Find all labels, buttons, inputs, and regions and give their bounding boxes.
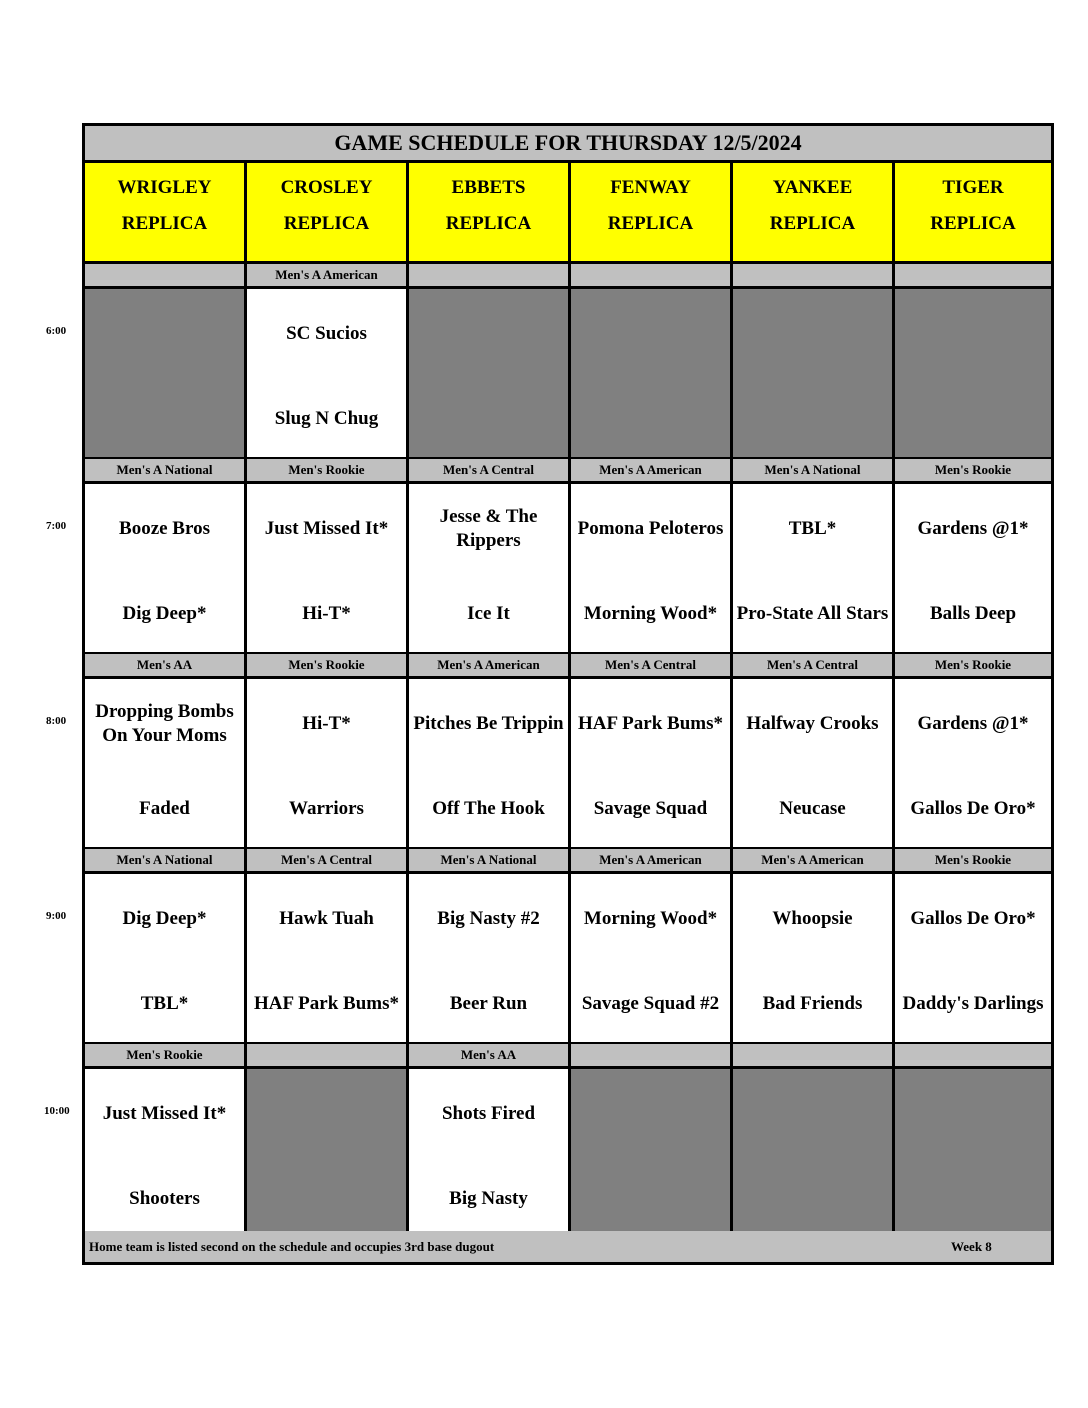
game-cell	[247, 679, 406, 847]
field-name: FENWAY	[610, 177, 691, 198]
empty-slot	[85, 289, 244, 457]
home-team: Shooters	[129, 1188, 200, 1209]
division-label: Men's Rookie	[126, 1047, 203, 1062]
field-header-crosley	[247, 163, 406, 261]
home-team: Morning Wood*	[583, 603, 718, 624]
division-label: Men's A National	[440, 852, 537, 867]
away-team: Booze Bros	[119, 518, 210, 539]
field-name: EBBETS	[451, 177, 526, 198]
division-label: Men's Rookie	[934, 657, 1012, 672]
game-cell	[247, 874, 406, 1042]
away-team: Gardens @1*	[917, 518, 1029, 539]
division-label: Men's Rookie	[934, 462, 1012, 477]
away-team: Pitches Be Trippin	[413, 713, 564, 734]
field-header-yankee	[733, 163, 892, 261]
away-team: Just Missed It*	[264, 518, 389, 539]
division-label: Men's A American	[761, 852, 864, 867]
away-team: TBL*	[788, 518, 837, 539]
division-label	[733, 1044, 892, 1066]
home-team: Gallos De Oro*	[910, 798, 1036, 819]
division-label	[895, 264, 1051, 286]
division-label	[895, 1044, 1051, 1066]
week-label: Week 8	[951, 1239, 992, 1254]
game-cell	[571, 874, 730, 1042]
column-divider	[406, 163, 409, 1239]
division-label	[571, 1044, 730, 1066]
game-cell	[895, 484, 1051, 652]
division-label: Men's A National	[116, 462, 213, 477]
division-label: Men's AA	[460, 1047, 517, 1062]
home-team: Warriors	[289, 798, 364, 819]
field-subtitle: REPLICA	[607, 213, 694, 234]
away-team: Halfway Crooks	[746, 713, 879, 734]
away-team: Whoopsie	[772, 908, 853, 929]
column-divider	[892, 163, 895, 1239]
field-subtitle: REPLICA	[445, 213, 532, 234]
field-subtitle: REPLICA	[769, 213, 856, 234]
home-team: Balls Deep	[929, 603, 1017, 624]
game-cell	[571, 484, 730, 652]
field-header-fenway	[571, 163, 730, 261]
home-team: TBL*	[140, 993, 189, 1014]
division-label: Men's AA	[136, 657, 193, 672]
division-label: Men's A Central	[443, 462, 534, 477]
away-team: Hi-T*	[302, 713, 351, 734]
game-cell	[409, 679, 568, 847]
time-label: 8:00	[46, 715, 67, 727]
division-label: Men's A American	[599, 462, 702, 477]
away-team: Gardens @1*	[917, 713, 1029, 734]
home-team: Big Nasty	[449, 1188, 528, 1209]
home-team: Bad Friends	[762, 993, 863, 1014]
home-team: Neucase	[779, 798, 846, 819]
game-cell	[409, 874, 568, 1042]
field-subtitle: REPLICA	[930, 213, 1016, 234]
home-team: Savage Squad #2	[581, 993, 720, 1014]
field-name: WRIGLEY	[117, 177, 212, 198]
away-team: HAF Park Bums*	[578, 713, 723, 734]
division-label	[733, 264, 892, 286]
home-team: Beer Run	[449, 993, 528, 1014]
home-team: Hi-T*	[302, 603, 351, 624]
schedule-title: GAME SCHEDULE FOR THURSDAY 12/5/2024	[85, 126, 1051, 163]
home-team: Ice It	[467, 603, 510, 624]
column-divider	[730, 163, 733, 1239]
game-cell	[733, 874, 892, 1042]
division-label: Men's A American	[437, 657, 540, 672]
home-team: Faded	[139, 798, 190, 819]
home-team: Slug N Chug	[274, 408, 379, 429]
empty-slot	[895, 1069, 1051, 1237]
field-name: TIGER	[942, 177, 1004, 198]
game-cell	[85, 484, 244, 652]
field-subtitle: REPLICA	[283, 213, 370, 234]
game-cell	[409, 484, 568, 652]
division-label: Men's A National	[116, 852, 213, 867]
division-label: Men's Rookie	[288, 657, 365, 672]
division-label: Men's A American	[275, 267, 378, 282]
empty-slot	[895, 289, 1051, 457]
empty-slot	[733, 1069, 892, 1237]
division-label	[247, 1044, 406, 1066]
schedule-footer	[85, 1231, 1051, 1262]
division-label	[409, 264, 568, 286]
game-cell	[85, 874, 244, 1042]
empty-slot	[571, 289, 730, 457]
time-label: 10:00	[44, 1105, 70, 1117]
field-subtitle: REPLICA	[121, 213, 208, 234]
home-team: Daddy's Darlings	[902, 993, 1044, 1014]
division-label: Men's Rookie	[934, 852, 1012, 867]
home-team: HAF Park Bums*	[254, 993, 399, 1014]
column-divider	[568, 163, 571, 1239]
away-team: Gallos De Oro*	[910, 908, 1036, 929]
division-label: Men's Rookie	[288, 462, 365, 477]
division-label: Men's A National	[764, 462, 861, 477]
away-team: Dig Deep*	[122, 908, 207, 929]
time-label: 7:00	[46, 520, 67, 532]
field-name: CROSLEY	[280, 177, 373, 198]
time-label: 9:00	[46, 910, 67, 922]
home-team: Pro-State All Stars	[736, 603, 889, 624]
away-team: Pomona Peloteros	[577, 518, 724, 539]
away-team: Jesse & The Rippers	[439, 506, 538, 551]
away-team: Just Missed It*	[102, 1103, 227, 1124]
away-team: Shots Fired	[441, 1103, 536, 1124]
time-label: 6:00	[46, 325, 67, 337]
home-team: Dig Deep*	[122, 603, 207, 624]
game-cell	[409, 1069, 568, 1237]
away-team: Hawk Tuah	[279, 908, 374, 929]
division-label: Men's A Central	[281, 852, 372, 867]
schedule-table	[82, 123, 1054, 1265]
empty-slot	[409, 289, 568, 457]
home-team: Savage Squad	[593, 798, 708, 819]
column-divider	[244, 163, 247, 1239]
division-label	[85, 264, 244, 286]
game-cell	[895, 679, 1051, 847]
empty-slot	[733, 289, 892, 457]
away-team: SC Sucios	[286, 323, 367, 344]
game-cell	[895, 874, 1051, 1042]
division-label: Men's A American	[599, 852, 702, 867]
empty-slot	[247, 1069, 406, 1237]
game-cell	[733, 484, 892, 652]
division-label: Men's A Central	[767, 657, 858, 672]
field-header-wrigley	[85, 163, 244, 261]
game-cell	[247, 484, 406, 652]
field-header-tiger	[895, 163, 1051, 261]
away-team: Morning Wood*	[583, 908, 718, 929]
field-header-ebbets	[409, 163, 568, 261]
away-team: Big Nasty #2	[437, 908, 540, 929]
game-cell	[85, 679, 244, 847]
division-label	[571, 264, 730, 286]
field-name: YANKEE	[772, 177, 853, 198]
game-cell	[85, 1069, 244, 1237]
division-label: Men's A Central	[605, 657, 696, 672]
home-team: Off The Hook	[432, 798, 545, 819]
home-team-note: Home team is listed second on the schedule and occupies 3rd base dugout	[89, 1239, 495, 1254]
game-cell	[571, 679, 730, 847]
game-cell	[247, 289, 406, 457]
empty-slot	[571, 1069, 730, 1237]
away-team: Dropping Bombs On Your Moms	[95, 701, 234, 746]
game-cell	[733, 679, 892, 847]
